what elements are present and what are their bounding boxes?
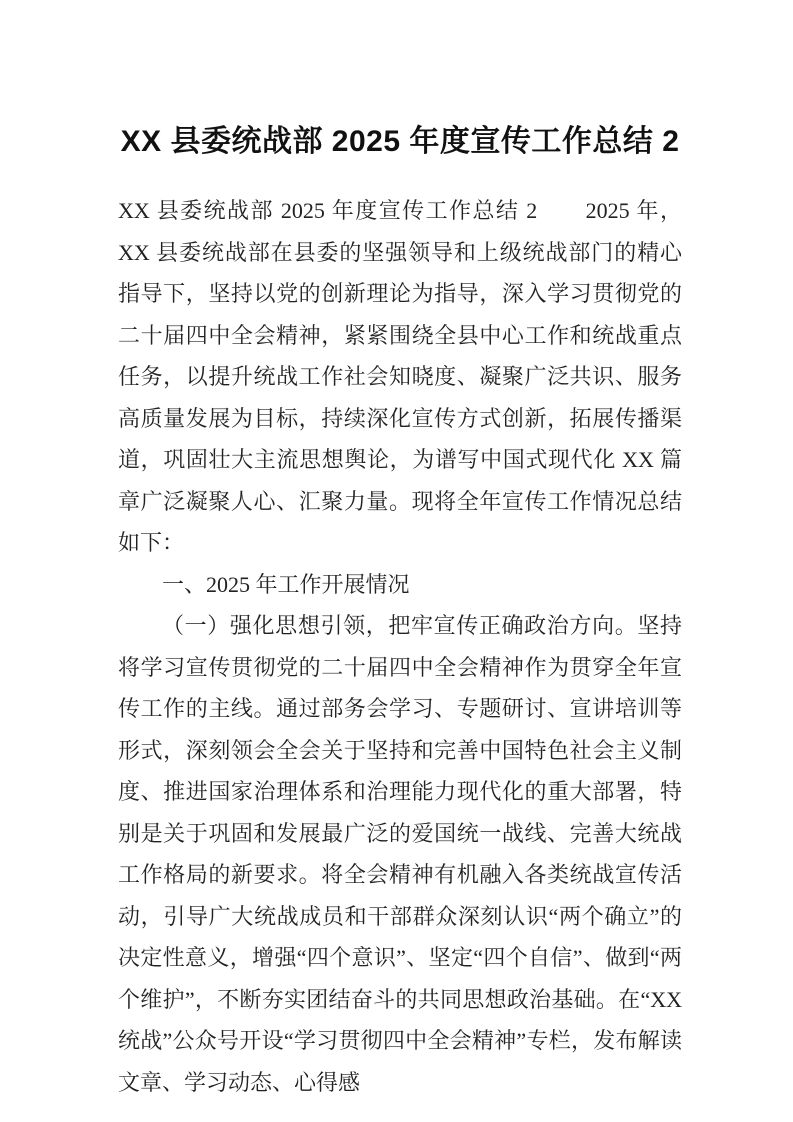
body-paragraph-section-1-1: （一）强化思想引领，把牢宣传正确政治方向。坚持将学习宣传贯彻党的二十届四中全会精神作为贯穿全年宣传工作的主线。通过部务会学习、专题研讨、宣讲培训等形式，深刻领会全会关于坚持和完善中国特色社会主义制度、推进国家治理体系和治理能力现代化的重大部署，特别是关于巩固和发展最广泛的爱国统一战线、完善大统战工作格局的新要求。将全会精神有机融入各类统战宣传活动，引导广大统战成员和干部群众深刻认识“两个确立”的决定性意义，增强“四个意识”、坚定“四个自信”、做到“两个维护”，不断夯实团结奋斗的共同思想政治基础。在“XX 统战”公众号开设“学习贯彻四中全会精神”专栏，发布解读文章、学习动态、心得感	[118, 613, 682, 1095]
section-heading-1: 一、2025 年工作开展情况	[162, 571, 410, 597]
document-body	[118, 190, 682, 1103]
document-title: XX 县委统战部 2025 年度宣传工作总结 2	[120, 125, 680, 158]
body-paragraph-intro: XX 县委统战部 2025 年度宣传工作总结 2 2025 年，XX 县委统战部在县委的坚强领导和上级统战部门的精心指导下，坚持以党的创新理论为指导，深入学习贯彻党的二十届四中全会精神，紧紧围绕全县中心工作和统战重点任务，以提升统战工作社会知晓度、凝聚广泛共识、服务高质量发展为目标，持续深化宣传方式创新，拓展传播渠道，巩固壮大主流思想舆论，为谱写中国式现代化 XX 篇章广泛凝聚人心、汇聚力量。现将全年宣传工作情况总结如下：	[118, 198, 682, 555]
